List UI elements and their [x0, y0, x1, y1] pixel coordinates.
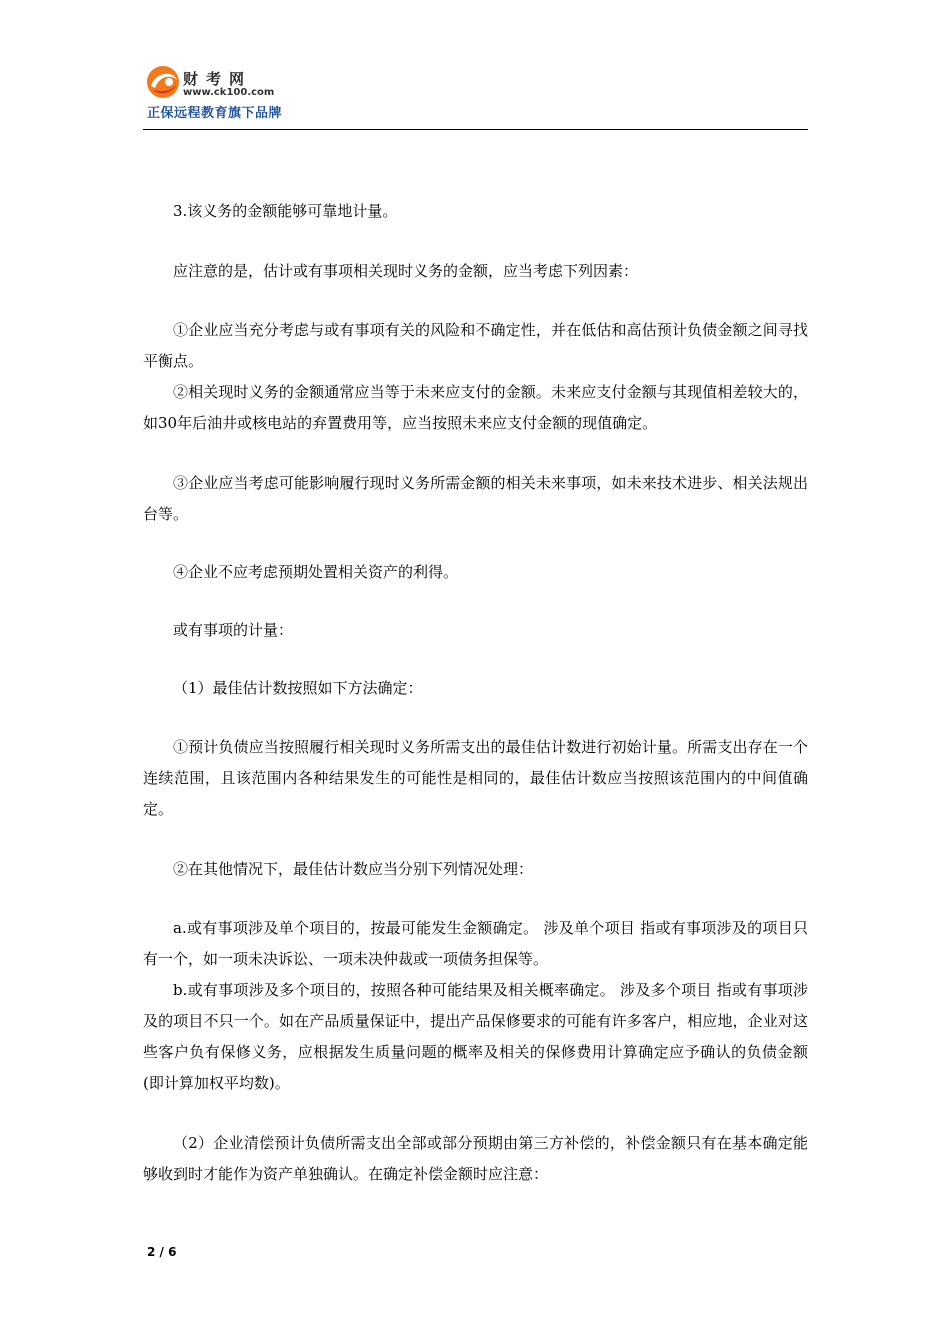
paragraph-7: 或有事项的计量： [173, 621, 294, 639]
brand-slogan: 正保远程教育旗下品牌 [147, 106, 283, 121]
paragraph-12: b.或有事项涉及多个项目的，按照各种可能结果及相关概率确定。 涉及多个项目 指或有事项涉及的项目不只一个。如在产品质量保证中，提出产品保修要求的可能有许多客户，相应地，企业对这些客户负有保修义务，应根据发生质量问题的概率及相关的保修费用计算确定应予确认的负债金额(即计算加权平均数)。 [143, 981, 808, 1092]
paragraph-4: ②相关现时义务的金额通常应当等于未来应支付的金额。未来应支付金额与其现值相差较大的，如30年后油井或核电站的弃置费用等，应当按照未来应支付金额的现值确定。 [143, 383, 808, 432]
paragraph-2: 应注意的是，估计或有事项相关现时义务的金额，应当考虑下列因素： [173, 262, 639, 280]
paragraph-1: 3.该义务的金额能够可靠地计量。 [173, 202, 398, 220]
brand-url: www.ck100.com [183, 87, 275, 98]
ck100-logo [143, 62, 343, 122]
page-number: 2 / 6 [147, 1245, 177, 1259]
paragraph-11: a.或有事项涉及单个项目的，按最可能发生金额确定。 涉及单个项目 指或有事项涉及的项目只有一个，如一项未决诉讼、一项未决仲裁或一项债务担保等。 [143, 919, 808, 968]
paragraph-10: ②在其他情况下，最佳估计数应当分别下列情况处理： [173, 860, 534, 878]
paragraph-9: ①预计负债应当按照履行相关现时义务所需支出的最佳估计数进行初始计量。所需支出存在一个连续范围，且该范围内各种结果发生的可能性是相同的，最佳估计数应当按照该范围内的中间值确定。 [143, 738, 808, 818]
header-divider [143, 129, 808, 130]
document-body [143, 196, 808, 1190]
paragraph-3: ①企业应当充分考虑与或有事项有关的风险和不确定性，并在低估和高估预计负债金额之间寻找平衡点。 [143, 321, 808, 370]
paragraph-8: （1）最佳估计数按照如下方法确定： [173, 679, 423, 697]
paragraph-6: ④企业不应考虑预期处置相关资产的利得。 [173, 563, 459, 581]
paragraph-13: （2）企业清偿预计负债所需支出全部或部分预期由第三方补偿的，补偿金额只有在基本确定能够收到时才能作为资产单独确认。在确定补偿金额时应注意： [143, 1134, 808, 1183]
document-header [143, 62, 808, 130]
logo-swirl-icon [143, 62, 183, 102]
paragraph-5: ③企业应当考虑可能影响履行现时义务所需金额的相关未来事项，如未来技术进步、相关法规出台等。 [143, 474, 808, 523]
brand-name: 财考网 [183, 70, 253, 88]
